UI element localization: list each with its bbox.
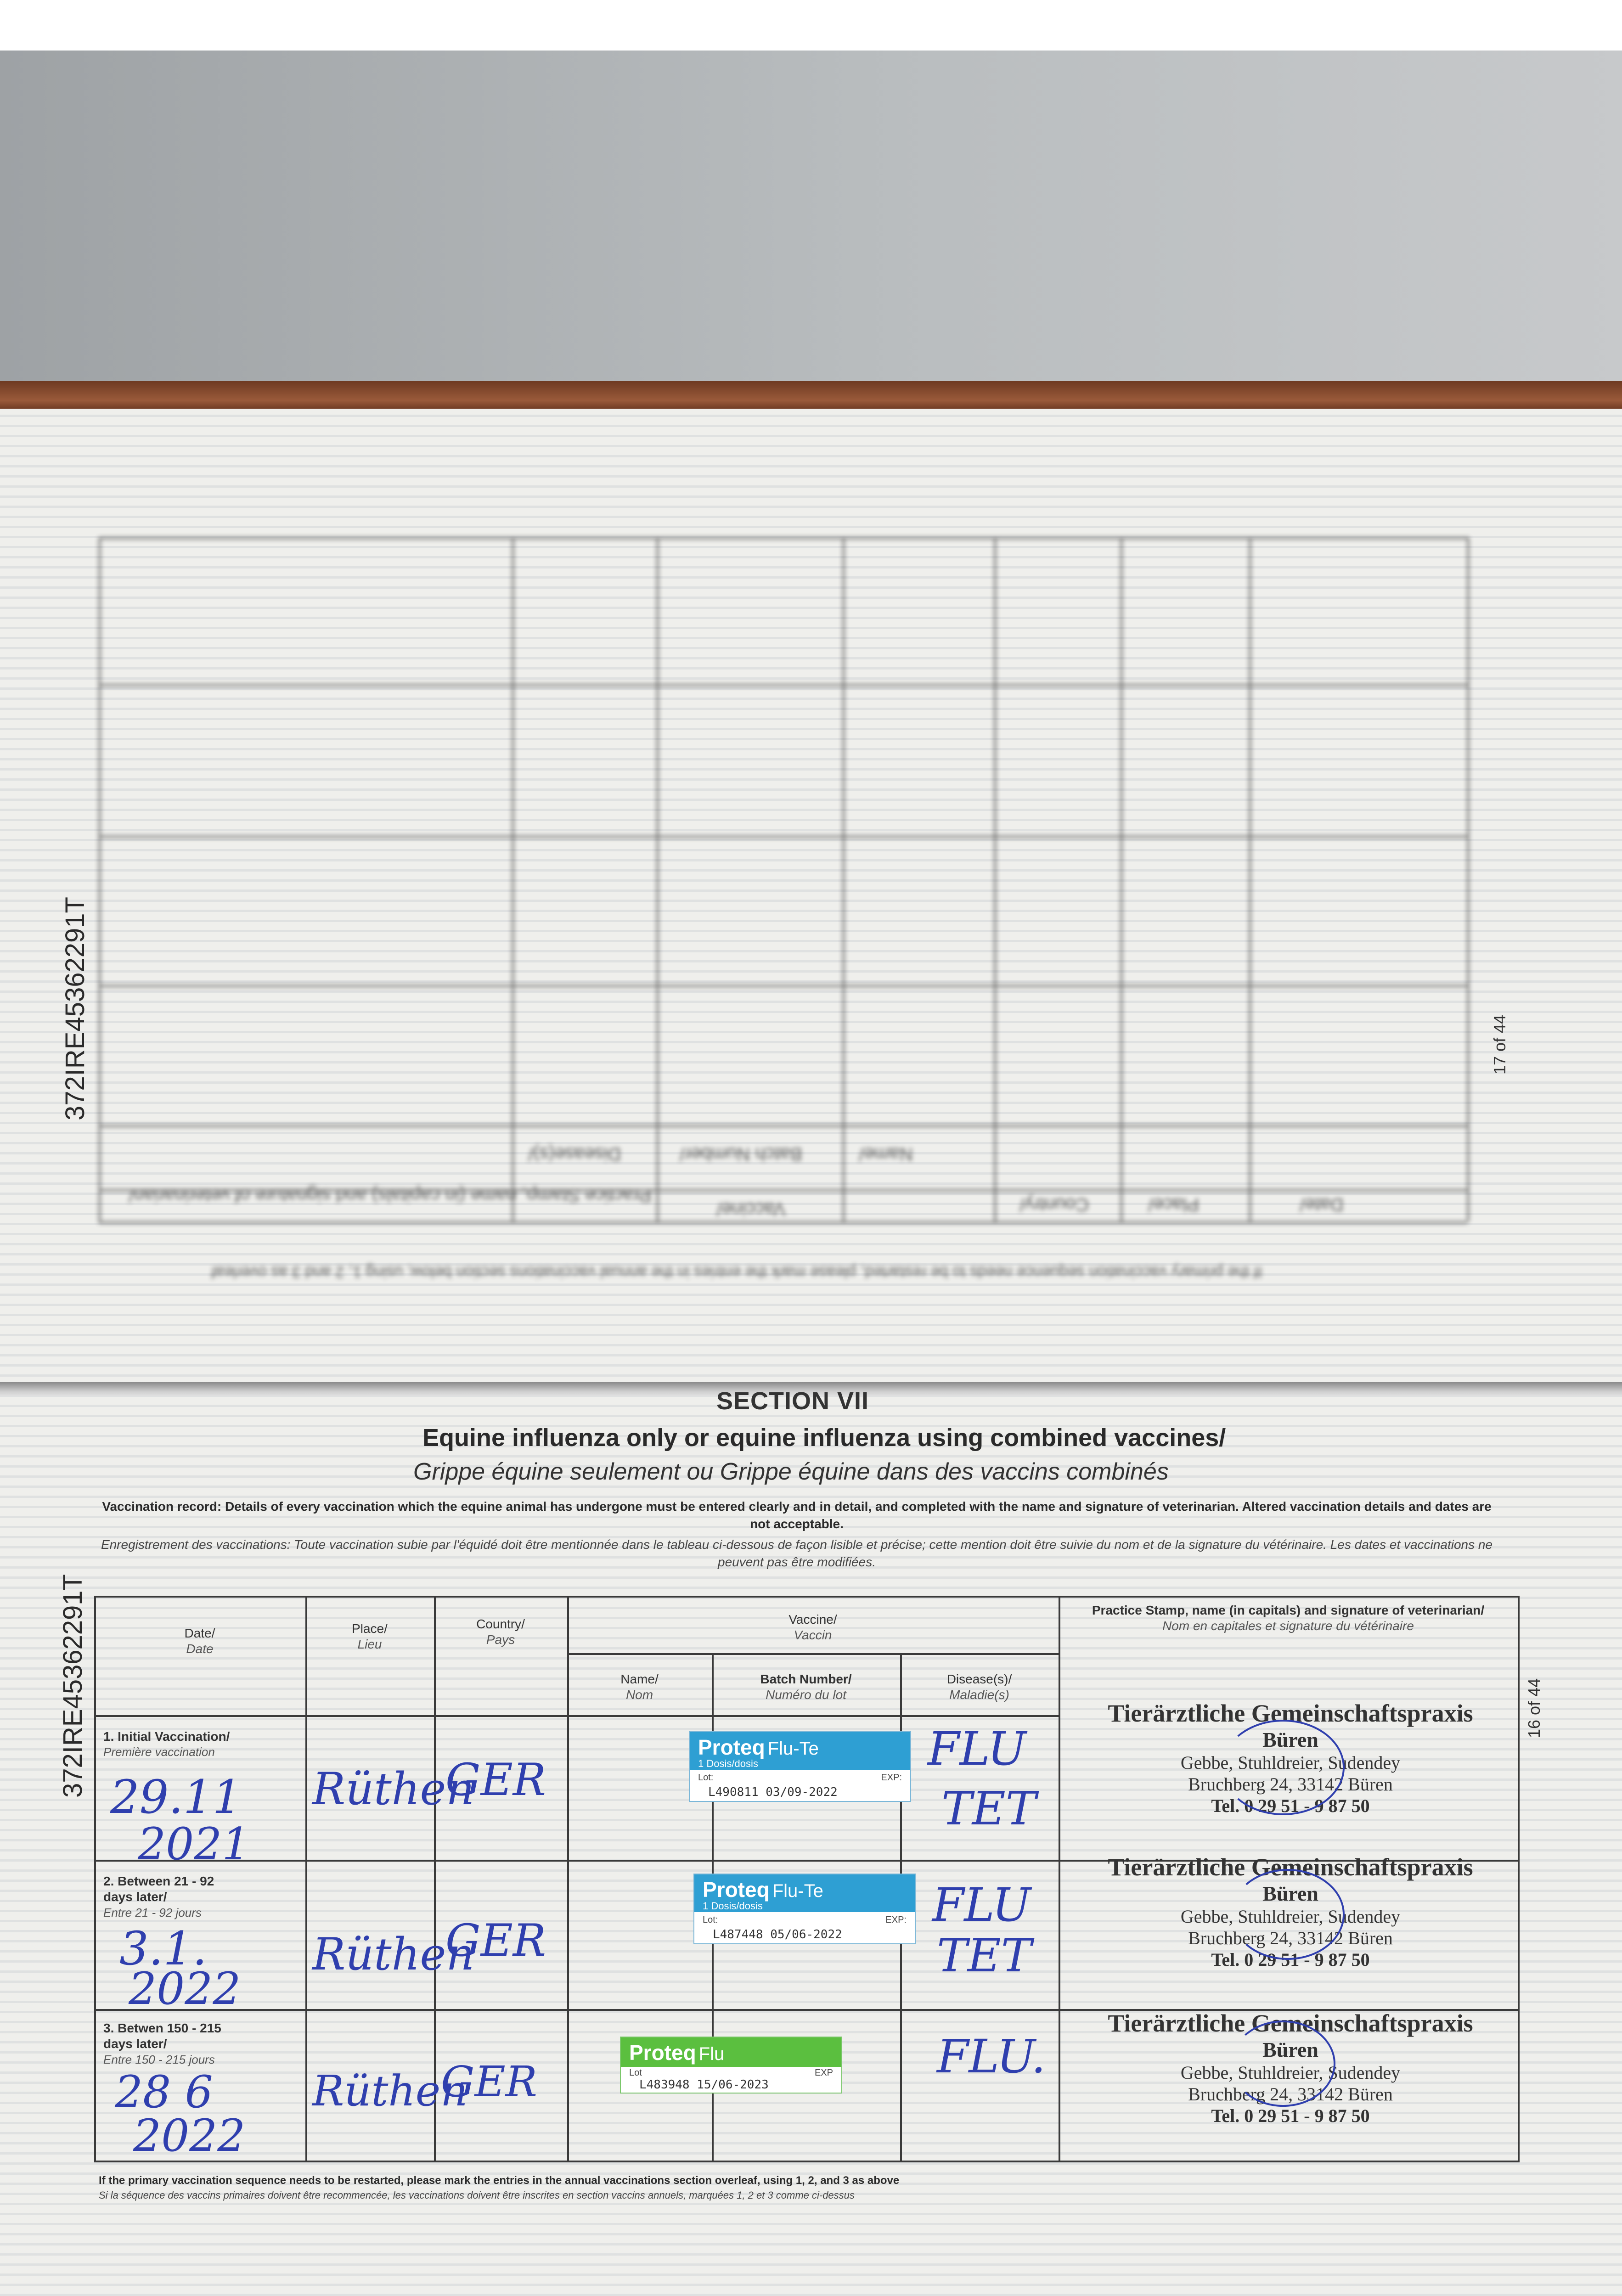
header-country: Country/ Pays [476,1617,525,1647]
date-year-handwritten: 2021 [138,1818,250,1870]
scan-margin [0,0,1622,51]
section-title: SECTION VII [716,1387,869,1415]
vaccine-sticker: Proteq Flu-Te 1 Dosis/dosis Lot: EXP: L487448 05/06-2022 [693,1874,916,1944]
batch-number: L487448 05/06-2022 [713,1928,842,1941]
vaccine-sticker: Proteq Flu-Te 1 Dosis/dosis Lot: EXP: L490811 03/09-2022 [689,1731,911,1802]
passport-id-vertical-bottom: 372IRE45362291T [58,1574,88,1798]
practice-stamp: Tierärztliche Gemeinschaftspraxis Büren Gebbe, Stuhldreier, Sudendey Bruchberg 24, 33142 Büren Tel. 0 29 51 - 9 87 50 [1108,1699,1473,1816]
header-place: Place/ Lieu [352,1621,388,1651]
header-vaccine: Vaccine/ Vaccin [788,1612,837,1642]
header-disease: Disease(s)/ Maladie(s) [946,1672,1012,1702]
record-instructions-french: Enregistrement des vaccinations: Toute vaccination subie par l'équidé doit être mentionnée dans le tableau ci-dessous de façon lisible et précise; cette mention doit être suivie du nom et de la signature du vétérinaire. Les dates et vaccinations ne peuvent pas être modifiées. [101,1537,1493,1569]
batch-number: L490811 03/09-2022 [708,1785,838,1799]
top-page: 372IRE45362291T 17 of 44 Practice Stamp, name (in capitals) and signature of veterinarian/ Disease(s)/ Batch Number/ Name/ Vaccine/ Country/ Place/ Date/ If the primary vaccination sequence needs to be restarted, please mark the entries in the annual vaccinations section below, using 1, 2 and 3 as overleaf [0,409,1622,1387]
header-name: Name/ Nom [620,1672,659,1702]
footer-note-english: If the primary vaccination sequence needs to be restarted, please mark the entries in the annual vaccinations section overleaf, using 1, 2, and 3 as above [99,2174,900,2187]
header-date: Date/ Date [184,1626,215,1656]
wall-background [0,0,1622,400]
signature [1222,1720,1345,1815]
signature [1231,2020,1335,2107]
header-batch-number: Batch Number/ Numéro du lot [760,1672,852,1702]
date-handwritten: 29.11 [110,1770,242,1824]
passport-id-vertical-top: 372IRE45362291T [60,897,90,1120]
country-handwritten: GER [445,1754,546,1806]
batch-number: L483948 15/06-2023 [639,2078,769,2092]
place-handwritten: Rüthen [312,1763,475,1815]
practice-stamp: Tierärztliche Gemeinschaftspraxis Büren Gebbe, Stuhldreier, Sudendey Bruchberg 24, 33142 Büren Tel. 0 29 51 - 9 87 50 [1108,2009,1473,2126]
footer-note-french: Si la séquence des vaccins primaires doivent être recommencée, les vaccinations doivent être inscrites en section vaccins annuels, marquées 1, 2 et 3 comme ci-dessus [99,2189,855,2201]
page-number-top: 17 of 44 [1490,1014,1509,1075]
practice-stamp: Tierärztliche Gemeinschaftspraxis Büren Gebbe, Stuhldreier, Sudendey Bruchberg 24, 33142 Büren Tel. 0 29 51 - 9 87 50 [1108,1853,1473,1970]
heading-english: Equine influenza only or equine influenza using combined vaccines/ [422,1424,1226,1452]
record-instructions-english: Vaccination record: Details of every vaccination which the equine animal has undergone must be entered clearly and in detail, and completed with the name and signature of veterinarian. Altered vaccination details and dates are not acceptable. [102,1499,1492,1531]
vaccine-sticker: Proteq Flu Lot EXP L483948 15/06-2023 [620,2037,842,2093]
heading-french: Grippe équine seulement ou Grippe équine dans des vaccins combinés [413,1458,1169,1485]
page-number-bottom: 16 of 44 [1525,1678,1543,1738]
disease-handwritten: FLU [928,1722,1026,1776]
header-practice-stamp: Practice Stamp, name (in capitals) and signature of veterinarian/ Nom en capitales et signature du vétérinaire [1092,1603,1485,1633]
signature [1231,1869,1345,1960]
